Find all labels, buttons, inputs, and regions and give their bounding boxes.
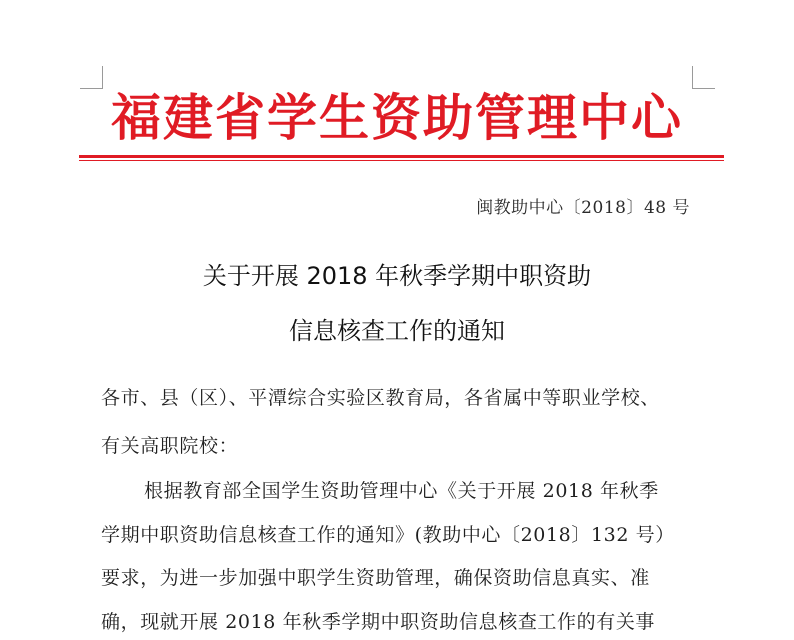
letterhead-red-rule-thin xyxy=(79,160,724,161)
notice-title-line-2: 信息核查工作的通知 xyxy=(289,317,505,345)
letterhead-agency-name: 福建省学生资助管理中心 xyxy=(111,88,683,147)
body-text-line-3: 要求，为进一步加强中职学生资助管理，确保资助信息真实、准 xyxy=(101,567,650,589)
notice-title-line-1: 关于开展 2018 年秋季学期中职资助 xyxy=(202,262,592,290)
margin-corner-mark-top-left xyxy=(80,66,103,89)
addressee-line-2: 有关高职院校： xyxy=(101,435,239,457)
body-text-line-2: 学期中职资助信息核查工作的通知》(教助中心〔2018〕132 号） xyxy=(101,524,675,546)
document-number: 闽教助中心〔2018〕48 号 xyxy=(476,198,690,218)
body-text-line-4: 确，现就开展 2018 年秋季学期中职资助信息核查工作的有关事 xyxy=(101,611,656,633)
letterhead-red-rule-thick xyxy=(79,155,724,158)
body-text-line-1: 根据教育部全国学生资助管理中心《关于开展 2018 年秋季 xyxy=(144,480,659,502)
margin-corner-mark-top-right xyxy=(692,66,715,89)
addressee-line-1: 各市、县（区）、平潭综合实验区教育局，各省属中等职业学校、 xyxy=(101,387,660,409)
